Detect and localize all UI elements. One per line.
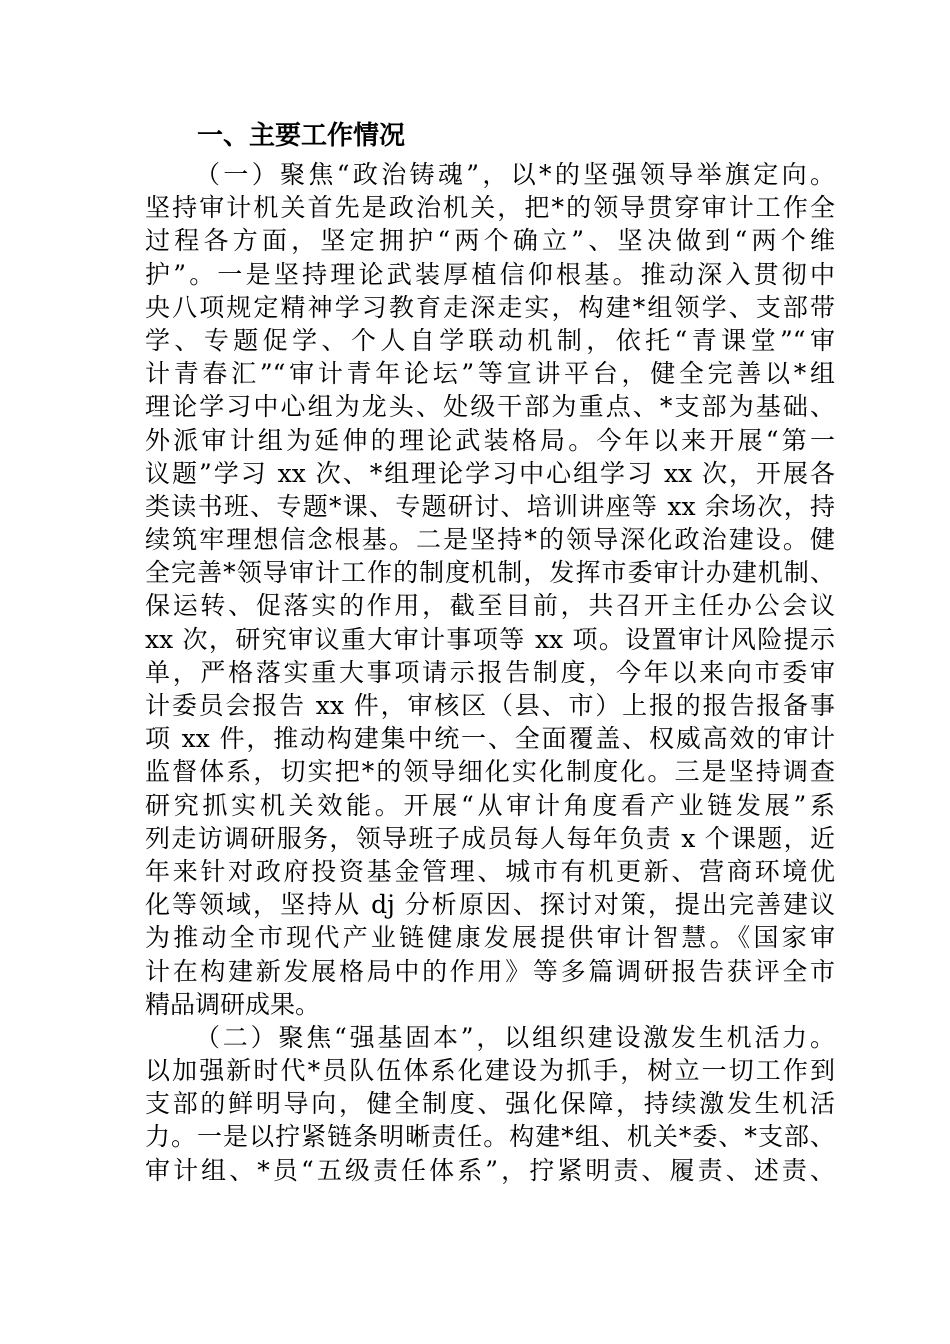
paragraph-line: （二）聚焦“强基固本”，以组织建设激发生机活力。 <box>195 1022 835 1052</box>
paragraph-line: 央八项规定精神学习教育走深走实，构建*组领学、支部带 <box>145 292 835 322</box>
paragraph-line: 以加强新时代*员队伍体系化建设为抓手，树立一切工作到 <box>145 1056 835 1086</box>
paragraph-line: 精品调研成果。 <box>145 989 321 1019</box>
section-2 <box>145 1021 835 1187</box>
paragraph-line: 审计组、*员“五级责任体系”，拧紧明责、履责、述责、 <box>145 1155 835 1185</box>
paragraph-line: 计委员会报告 xx 件，审核区（县、市）上报的报告报备事 <box>145 691 835 720</box>
paragraph-line: 保运转、促落实的作用，截至目前，共召开主任办公会议 <box>145 591 835 621</box>
paragraph-line: 支部的鲜明导向，健全制度、强化保障，持续激发生机活 <box>145 1089 835 1119</box>
paragraph-line: 坚持审计机关首先是政治机关，把*的领导贯穿审计工作全 <box>145 193 835 223</box>
paragraph-line: 年来针对政府投资基金管理、城市有机更新、营商环境优 <box>145 856 835 886</box>
paragraph-line: 过程各方面，坚定拥护“两个确立”、坚决做到“两个维 <box>145 226 835 256</box>
section-heading: 一、主要工作情况 <box>197 121 406 151</box>
paragraph-line: 类读书班、专题*课、专题研讨、培训讲座等 xx 余场次，持 <box>145 491 835 521</box>
paragraph-line: 护”。一是坚持理论武装厚植信仰根基。推动深入贯彻中 <box>145 259 835 289</box>
section-1 <box>145 158 835 1021</box>
paragraph-line: 学、专题促学、个人自学联动机制，依托“青课堂”“审 <box>145 325 835 355</box>
document-body <box>145 114 835 1187</box>
paragraph-line: 全完善*领导审计工作的制度机制，发挥市委审计办建机制、 <box>145 558 835 588</box>
paragraph-line: （一）聚焦“政治铸魂”，以*的坚强领导举旗定向。 <box>195 160 835 189</box>
paragraph-line: 监督体系，切实把*的领导细化实化制度化。三是坚持调查 <box>145 757 835 787</box>
paragraph-line: 议题”学习 xx 次、*组理论学习中心组学习 xx 次，开展各 <box>145 458 835 488</box>
paragraph-line: 计青春汇”“审计青年论坛”等宣讲平台，健全完善以*组 <box>145 359 835 389</box>
paragraph-line: 计在构建新发展格局中的作用》等多篇调研报告获评全市 <box>145 956 835 986</box>
paragraph-line: 列走访调研服务，领导班子成员每人每年负责 x 个课题，近 <box>145 823 835 853</box>
paragraph-line: 化等领域，坚持从 dj 分析原因、探讨对策，提出完善建议 <box>145 890 835 920</box>
paragraph-line: 外派审计组为延伸的理论武装格局。今年以来开展“第一 <box>145 425 835 455</box>
paragraph-line: 力。一是以拧紧链条明晰责任。构建*组、机关*委、*支部、 <box>145 1122 835 1152</box>
paragraph-line: 理论学习中心组为龙头、处级干部为重点、*支部为基础、 <box>145 392 835 422</box>
paragraph-line: xx 次，研究审议重大审计事项等 xx 项。设置审计风险提示 <box>145 624 835 654</box>
paragraph-line: 为推动全市现代产业链健康发展提供审计智慧。《国家审 <box>145 923 835 953</box>
paragraph-line: 研究抓实机关效能。开展“从审计角度看产业链发展”系 <box>145 790 835 820</box>
paragraph-line: 项 xx 件，推动构建集中统一、全面覆盖、权威高效的审计 <box>145 724 835 754</box>
paragraph-line: 续筑牢理想信念根基。二是坚持*的领导深化政治建设。健 <box>145 525 835 555</box>
paragraph-line: 单，严格落实重大事项请示报告制度，今年以来向市委审 <box>145 657 835 687</box>
